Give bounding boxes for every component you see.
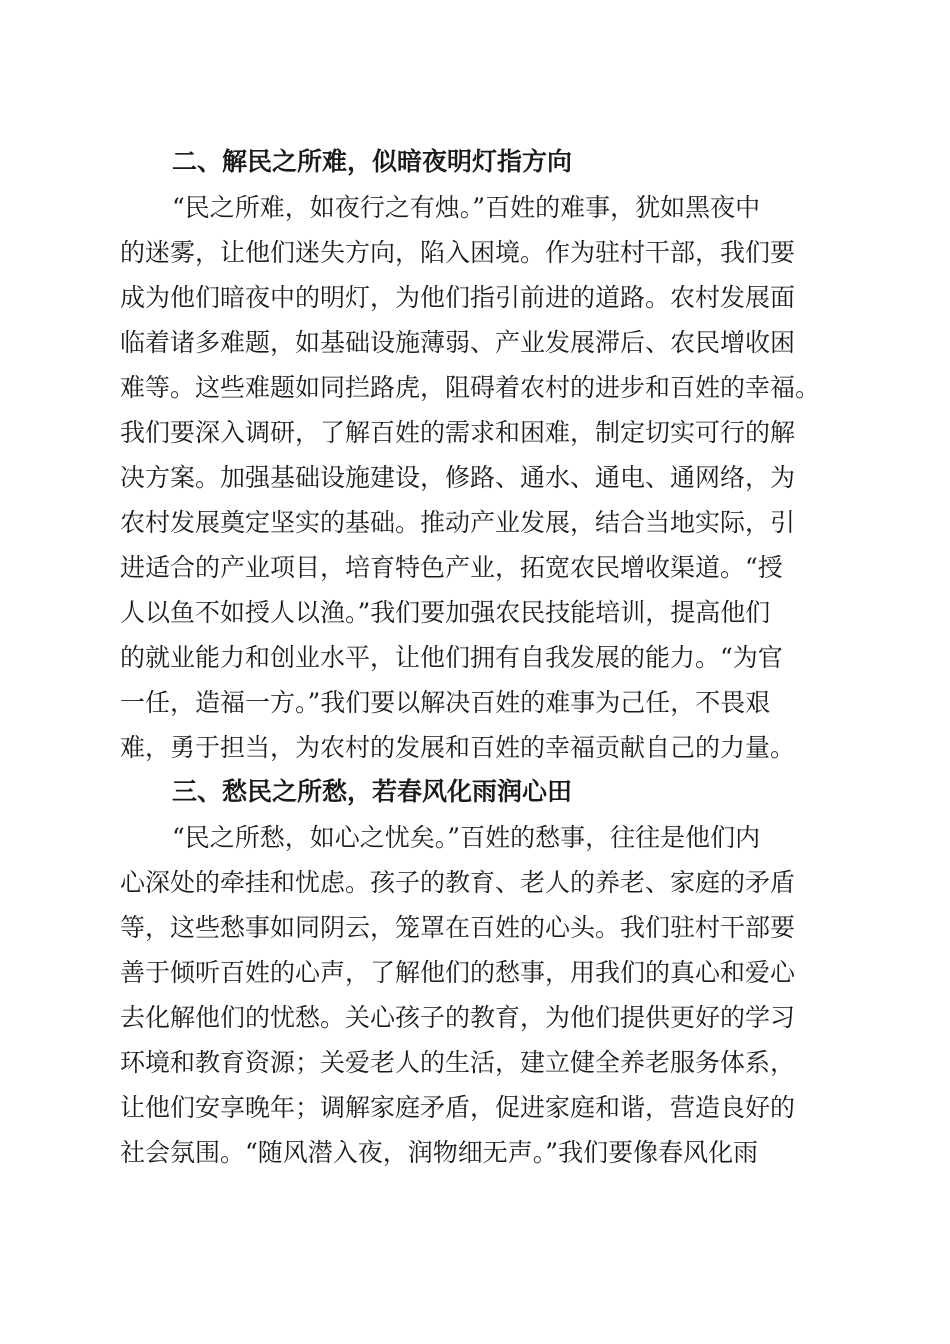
section-2-line: 难等。这些难题如同拦路虎，阻碍着农村的进步和百姓的幸福。	[120, 373, 821, 402]
section-3-line: “民之所愁，如心之忧矣。”百姓的愁事，往往是他们内	[172, 823, 761, 852]
section-3-line: 让他们安享晚年；调解家庭矛盾，促进家庭和谐，营造良好的	[120, 1093, 796, 1122]
section-2-line: 我们要深入调研，了解百姓的需求和困难，制定切实可行的解	[120, 418, 796, 447]
section-2-line: 难，勇于担当，为农村的发展和百姓的幸福贡献自己的力量。	[120, 733, 796, 762]
section-2-line: 的迷雾，让他们迷失方向，陷入困境。作为驻村干部，我们要	[120, 238, 796, 267]
section-2-line: 进适合的产业项目，培育特色产业，拓宽农民增收渠道。“授	[120, 553, 783, 582]
section-3-line: 心深处的牵挂和忧虑。孩子的教育、老人的养老、家庭的矛盾	[120, 868, 796, 897]
section-2-line: 一任，造福一方。”我们要以解决百姓的难事为己任，不畏艰	[120, 688, 771, 717]
section-2-line: 人以鱼不如授人以渔。”我们要加强农民技能培训，提高他们	[120, 598, 771, 627]
section-3-line: 环境和教育资源；关爱老人的生活，建立健全养老服务体系，	[120, 1048, 796, 1077]
section-2-line: “民之所难，如夜行之有烛。”百姓的难事，犹如黑夜中	[172, 193, 761, 222]
section-2-line: 决方案。加强基础设施建设，修路、通水、通电、通网络，为	[120, 463, 796, 492]
section-3-line: 等，这些愁事如同阴云，笼罩在百姓的心头。我们驻村干部要	[120, 913, 796, 942]
section-2-line: 的就业能力和创业水平，让他们拥有自我发展的能力。“为官	[120, 643, 783, 672]
section-2-line: 农村发展奠定坚实的基础。推动产业发展，结合当地实际，引	[120, 508, 796, 537]
section-3-line: 社会氛围。“随风潜入夜，润物细无声。”我们要像春风化雨	[120, 1138, 759, 1167]
section-3-heading: 三、愁民之所愁，若春风化雨润心田	[172, 777, 573, 806]
section-3-line: 善于倾听百姓的心声，了解他们的愁事，用我们的真心和爱心	[120, 958, 796, 987]
section-2-line: 临着诸多难题，如基础设施薄弱、产业发展滞后、农民增收困	[120, 328, 796, 357]
section-2-heading: 二、解民之所难，似暗夜明灯指方向	[172, 147, 573, 176]
section-2-line: 成为他们暗夜中的明灯，为他们指引前进的道路。农村发展面	[120, 283, 796, 312]
section-3-line: 去化解他们的忧愁。关心孩子的教育，为他们提供更好的学习	[120, 1003, 796, 1032]
